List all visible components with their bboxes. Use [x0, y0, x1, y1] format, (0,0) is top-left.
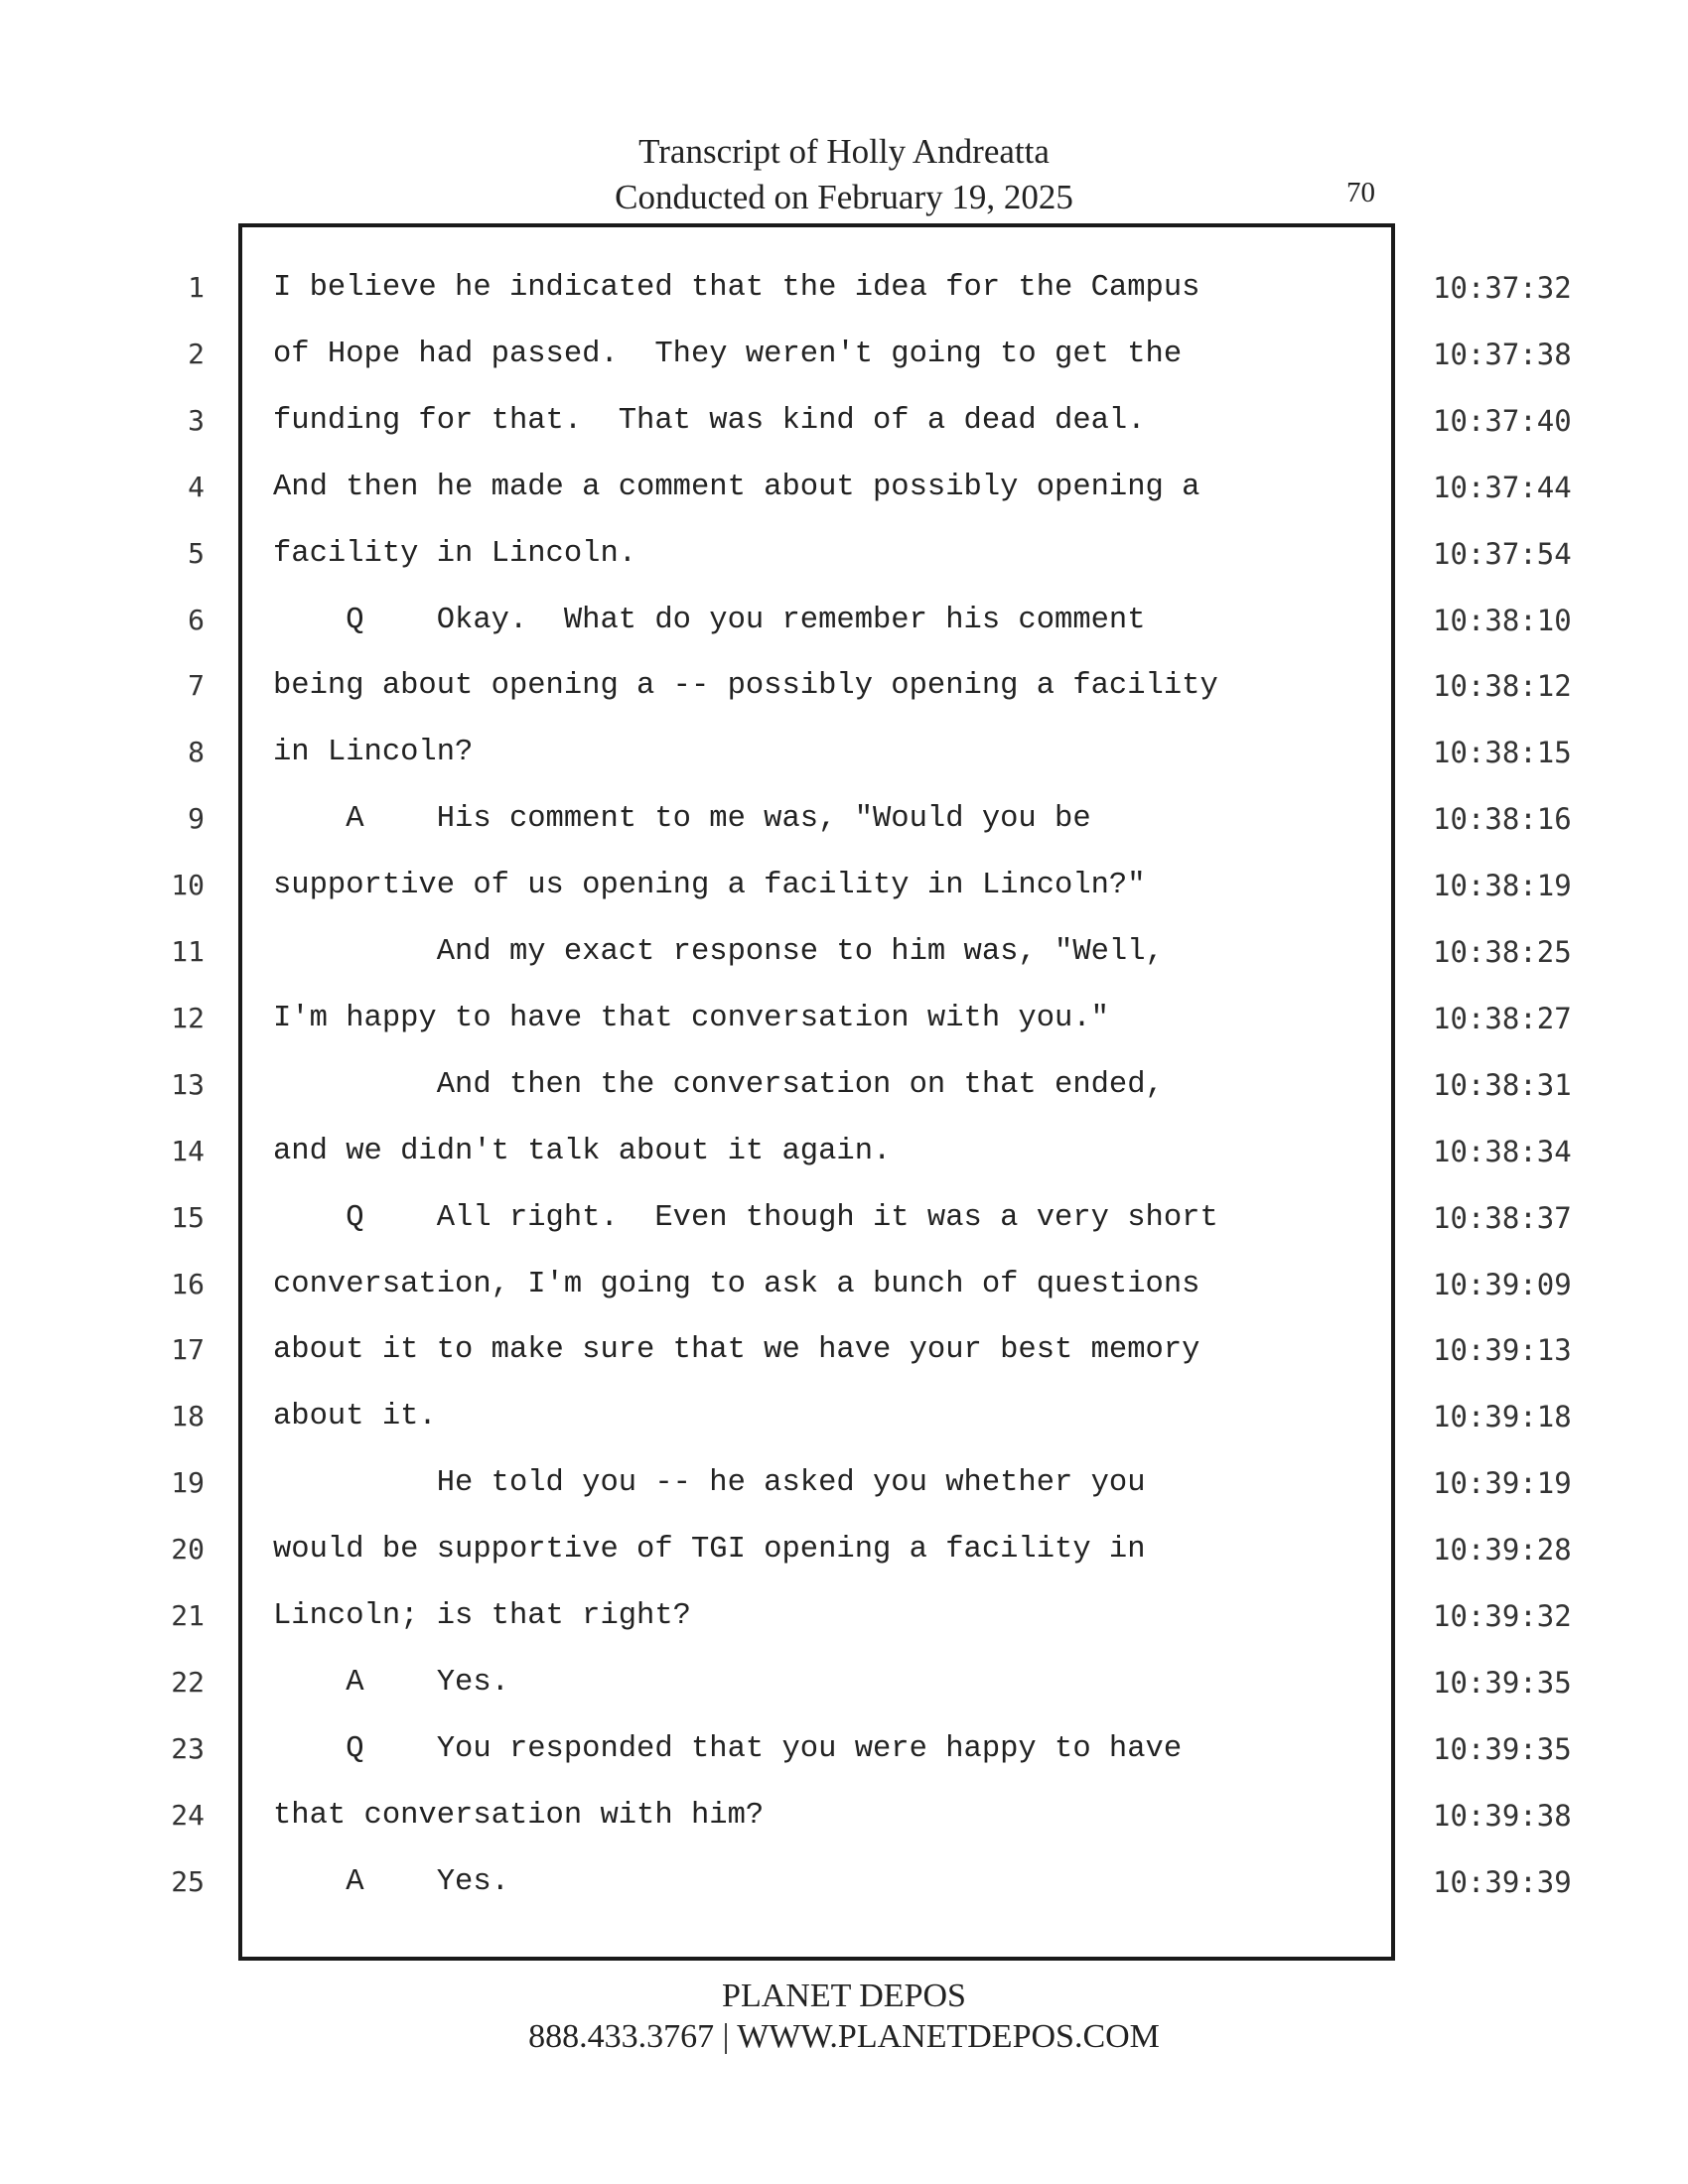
- line-number: 12: [171, 1001, 205, 1034]
- transcript-line: [0, 1330, 1688, 1397]
- transcript-line: [0, 1397, 1688, 1463]
- line-number: 6: [188, 603, 205, 636]
- page-number: 70: [1346, 177, 1375, 208]
- timestamp: 10:37:44: [1433, 470, 1572, 504]
- line-text: would be supportive of TGI opening a facility in: [273, 1533, 1146, 1568]
- transcript-line: [0, 1796, 1688, 1862]
- line-number: 7: [188, 669, 205, 703]
- transcript-line: [0, 601, 1688, 667]
- line-text: being about opening a -- possibly opening a facility: [273, 669, 1218, 704]
- line-text: funding for that. That was kind of a dead deal.: [273, 403, 1146, 438]
- line-text: about it.: [273, 1400, 437, 1434]
- line-number: 18: [171, 1400, 205, 1433]
- line-text: of Hope had passed. They weren't going to get the: [273, 337, 1183, 371]
- transcript-line: [0, 468, 1688, 534]
- timestamp: 10:39:19: [1433, 1466, 1572, 1501]
- line-number: 23: [171, 1731, 205, 1765]
- timestamp: 10:37:40: [1433, 403, 1572, 438]
- line-number: 1: [188, 271, 205, 304]
- timestamp: 10:39:13: [1433, 1333, 1572, 1368]
- line-text: in Lincoln?: [273, 736, 474, 770]
- line-text: He told you -- he asked you whether you: [273, 1466, 1146, 1501]
- line-number: 10: [171, 869, 205, 902]
- transcript-line: [0, 799, 1688, 866]
- line-number: 20: [171, 1533, 205, 1567]
- line-number: 4: [188, 470, 205, 503]
- timestamp: 10:39:35: [1433, 1731, 1572, 1766]
- transcript-line: [0, 1132, 1688, 1198]
- timestamp: 10:38:16: [1433, 802, 1572, 837]
- transcript-line: [0, 932, 1688, 999]
- transcript-line: [0, 733, 1688, 799]
- line-number: 15: [171, 1200, 205, 1234]
- line-text: I believe he indicated that the idea for the Campus: [273, 271, 1200, 305]
- timestamp: 10:38:10: [1433, 603, 1572, 637]
- line-number: 13: [171, 1067, 205, 1101]
- transcript-line: [0, 1530, 1688, 1596]
- timestamp: 10:39:32: [1433, 1599, 1572, 1633]
- line-number: 16: [171, 1267, 205, 1300]
- line-text: conversation, I'm going to ask a bunch of questions: [273, 1267, 1200, 1301]
- line-text: A Yes.: [273, 1665, 509, 1700]
- footer-contact: 888.433.3767 | WWW.PLANETDEPOS.COM: [528, 2018, 1160, 2055]
- line-number: 22: [171, 1665, 205, 1699]
- line-text: Lincoln; is that right?: [273, 1599, 691, 1633]
- line-number: 11: [171, 935, 205, 968]
- transcript-line: [0, 401, 1688, 468]
- timestamp: 10:38:27: [1433, 1001, 1572, 1035]
- transcript-date: Conducted on February 19, 2025: [615, 178, 1073, 216]
- transcript-line: [0, 866, 1688, 932]
- line-text: Q All right. Even though it was a very short: [273, 1200, 1218, 1235]
- transcript-line: [0, 335, 1688, 401]
- line-number: 21: [171, 1599, 205, 1632]
- line-text: Q Okay. What do you remember his comment: [273, 603, 1146, 637]
- transcript-line: [0, 268, 1688, 335]
- line-number: 24: [171, 1798, 205, 1832]
- line-text: supportive of us opening a facility in Lincoln?": [273, 869, 1146, 903]
- line-text: facility in Lincoln.: [273, 536, 637, 571]
- timestamp: 10:39:09: [1433, 1267, 1572, 1301]
- timestamp: 10:39:39: [1433, 1864, 1572, 1899]
- timestamp: 10:38:25: [1433, 935, 1572, 969]
- timestamp: 10:38:31: [1433, 1067, 1572, 1102]
- line-number: 25: [171, 1864, 205, 1898]
- line-text: that conversation with him?: [273, 1798, 765, 1833]
- line-text: I'm happy to have that conversation with you.": [273, 1001, 1109, 1035]
- line-number: 3: [188, 403, 205, 437]
- line-number: 19: [171, 1466, 205, 1500]
- line-text: A Yes.: [273, 1864, 509, 1899]
- footer-company: PLANET DEPOS: [722, 1978, 966, 2014]
- transcript-line: [0, 1198, 1688, 1265]
- timestamp: 10:39:28: [1433, 1533, 1572, 1568]
- timestamp: 10:39:35: [1433, 1665, 1572, 1700]
- line-number: 17: [171, 1333, 205, 1367]
- transcript-line: [0, 1729, 1688, 1796]
- timestamp: 10:38:15: [1433, 736, 1572, 770]
- transcript-line: [0, 1065, 1688, 1132]
- line-text: And my exact response to him was, "Well,: [273, 935, 1164, 969]
- transcript-line: [0, 1596, 1688, 1663]
- transcript-line: [0, 1265, 1688, 1331]
- line-text: and we didn't talk about it again.: [273, 1134, 892, 1168]
- transcript-line: [0, 999, 1688, 1065]
- line-text: about it to make sure that we have your best memory: [273, 1333, 1200, 1368]
- line-text: Q You responded that you were happy to have: [273, 1731, 1183, 1766]
- line-text: A His comment to me was, "Would you be: [273, 802, 1091, 837]
- transcript-line: [0, 1663, 1688, 1729]
- line-text: And then he made a comment about possibly opening a: [273, 470, 1200, 504]
- line-number: 8: [188, 736, 205, 769]
- timestamp: 10:38:12: [1433, 669, 1572, 704]
- transcript-line: [0, 1463, 1688, 1530]
- line-number: 14: [171, 1134, 205, 1167]
- transcript-line: [0, 666, 1688, 733]
- line-number: 5: [188, 536, 205, 570]
- timestamp: 10:38:37: [1433, 1200, 1572, 1235]
- timestamp: 10:37:32: [1433, 271, 1572, 305]
- timestamp: 10:38:19: [1433, 869, 1572, 903]
- line-text: And then the conversation on that ended,: [273, 1067, 1164, 1102]
- line-number: 9: [188, 802, 205, 836]
- timestamp: 10:37:54: [1433, 536, 1572, 571]
- timestamp: 10:39:38: [1433, 1798, 1572, 1833]
- transcript-title: Transcript of Holly Andreatta: [638, 132, 1050, 171]
- timestamp: 10:38:34: [1433, 1134, 1572, 1168]
- timestamp: 10:37:38: [1433, 337, 1572, 371]
- line-number: 2: [188, 337, 205, 370]
- timestamp: 10:39:18: [1433, 1400, 1572, 1434]
- transcript-line: [0, 534, 1688, 601]
- transcript-line: [0, 1862, 1688, 1929]
